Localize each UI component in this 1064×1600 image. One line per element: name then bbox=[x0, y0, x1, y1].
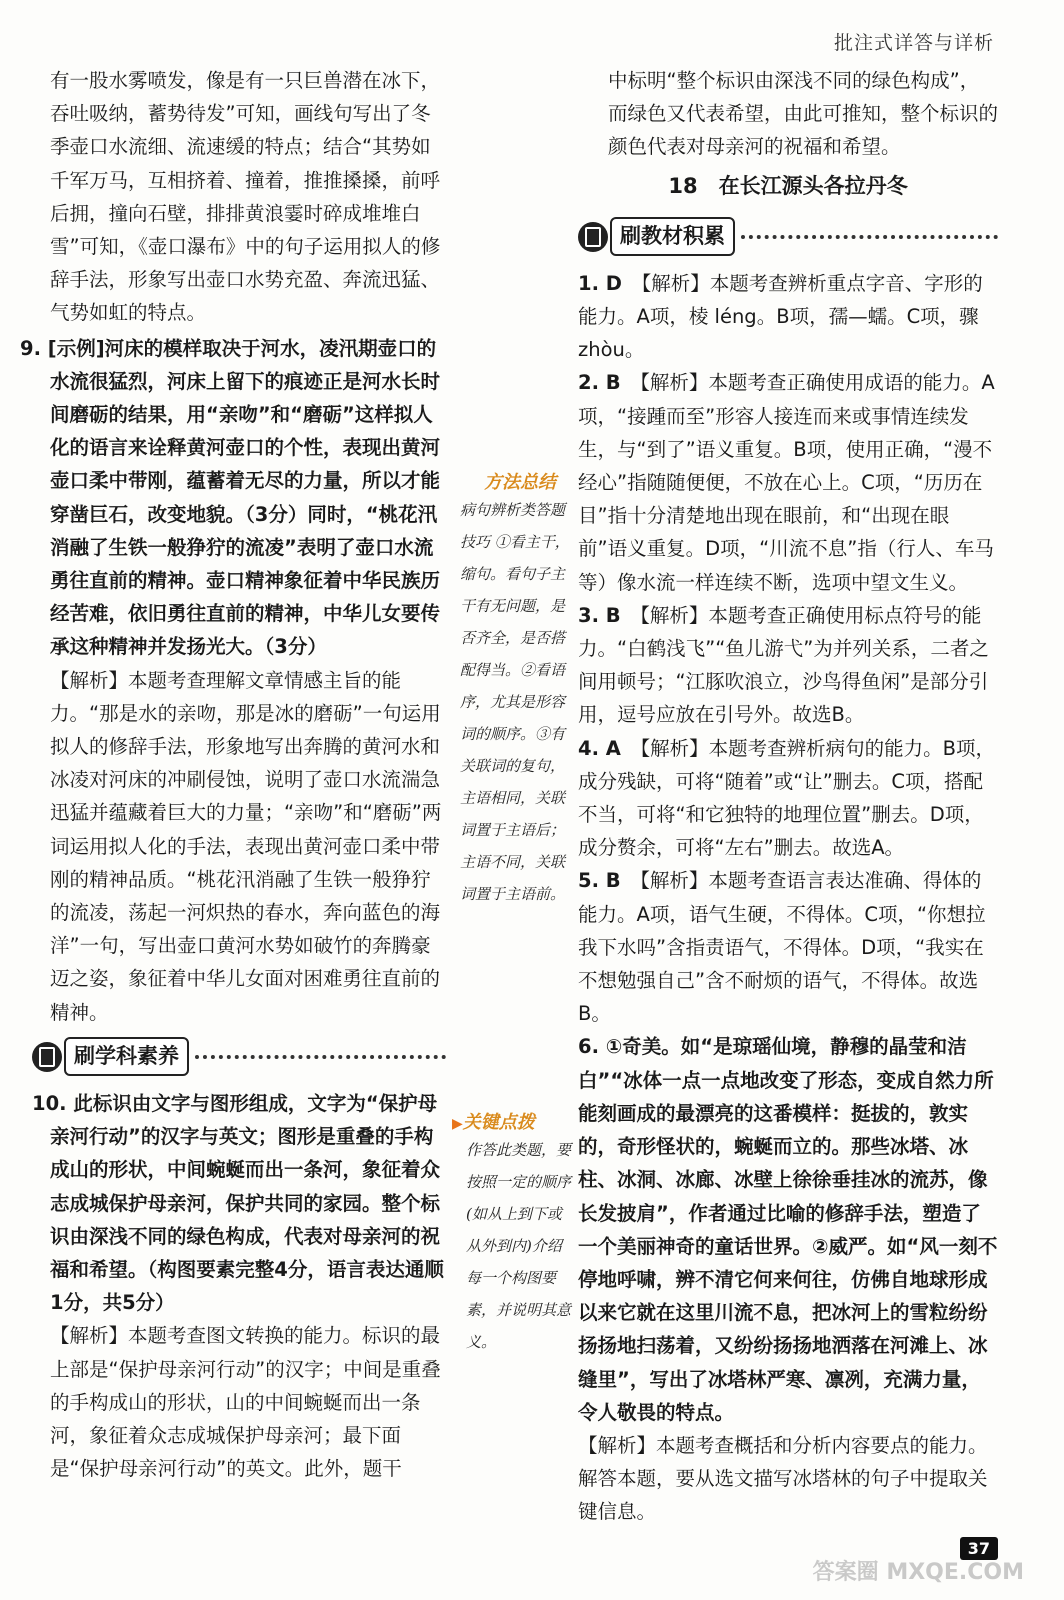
side-note-body: 病句辨析类答题技巧 ①看主干，缩句。看句子主干有无问题，是否齐全，是否搭配得当。②看语序，尤其是形容词的顺序。③有关联词的复句，主语相同，关联词置于主语后；主语不同，关联词置于主语前。 bbox=[460, 501, 570, 903]
side-note-method bbox=[460, 468, 570, 910]
side-note-body: 作答此类题，要按照一定的顺序(如从上到下或从外到内)介绍每一个构图要素，并说明其意义。 bbox=[466, 1141, 572, 1351]
q9-analysis: 【解析】本题考查理解文章情感主旨的能力。“那是水的亲吻，那是冰的磨砺”一句运用拟人的修辞手法，形象地写出奔腾的黄河水和冰凌对河床的冲刷侵蚀，说明了壶口水流湍急迅猛并蕴藏着巨大的力量；“亲吻”和“磨砺”两词运用拟人化的手法，表现出黄河壶口柔中带刚的精神品质。“桃花汛消融了生铁一般狰狞的流凌，荡起一河炽热的春水，奔向蓝色的海洋”一句，写出壶口黄河水势如破竹的奔腾豪迈之姿，象征着中华儿女面对困难勇往直前的精神。 bbox=[50, 668, 442, 1024]
q6-answer: ①奇美。如“是琼瑶仙境，静穆的晶莹和洁白”“冰体一点一点地改变了形态，变成自然力所能刻画成的最漂亮的这番模样：挺拔的，敦实的，奇形怪状的，蜿蜒而立的。那些冰塔、冰柱、冰洞、冰廊、冰壁上徐徐垂挂冰的流苏，像长发披肩”，作者通过比喻的修辞手法，塑造了一个美丽神奇的童话世界。②威严。如“风一刻不停地呼啸，辨不清它何来何往，仿佛自地球形成以来它就在这里川流不息，把冰河上的雪粒纷纷扬扬地扫荡着，又纷纷扬扬地洒落在河滩上、冰缝里”，写出了冰塔林严寒、凛冽，充满力量，令人敬畏的特点。 bbox=[578, 1035, 998, 1424]
question-2 bbox=[578, 366, 998, 598]
side-note-key bbox=[452, 1108, 572, 1358]
q6-analysis: 【解析】本题考查概括和分析内容要点的能力。解答本题，要从选文描写冰塔林的句子中提取关键信息。 bbox=[578, 1433, 988, 1524]
q2-text: 【解析】本题考查正确使用成语的能力。A项，“接踵而至”形容人接连而来或事情连续发生，与“到了”语义重复。B项，使用正确，“漫不经心”指随随便便，不放在心上。C项，“历历在目”指十分清楚地出现在眼前，和“出现在眼前”语义重复。D项，“川流不息”指（行人、车马等）像水流一样连续不断，选项中望文生义。 bbox=[578, 371, 995, 594]
question-1 bbox=[578, 267, 998, 367]
section-banner-subject bbox=[32, 1037, 446, 1077]
q3-text: 【解析】本题考查正确使用标点符号的能力。“白鹤浅飞”“鱼儿游弋”为并列关系，二者之间用顿号；“江豚吹浪立，沙鸟得鱼闲”是部分引用，逗号应放在引号外。故选B。 bbox=[578, 603, 989, 727]
q9-number: 9. bbox=[20, 336, 41, 360]
book-icon bbox=[32, 1042, 62, 1072]
section-label: 刷教材积累 bbox=[610, 217, 735, 256]
question-10 bbox=[32, 1087, 446, 1485]
q4-head: 4. A bbox=[578, 736, 621, 760]
question-4 bbox=[578, 732, 998, 865]
right-intro-text: 中标明“整个标识由深浅不同的绿色构成”，而绿色又代表希望，由此可推知，整个标识的颜色代表对母亲河的祝福和希望。 bbox=[608, 69, 999, 159]
question-5 bbox=[578, 864, 998, 1030]
book-icon bbox=[578, 222, 608, 252]
q1-head: 1. D bbox=[578, 271, 622, 295]
dotted-divider bbox=[741, 235, 998, 239]
section-banner-textbook bbox=[578, 217, 998, 257]
dotted-divider bbox=[195, 1055, 446, 1059]
section-label: 刷学科素养 bbox=[64, 1037, 189, 1076]
q6-number: 6. bbox=[578, 1035, 599, 1059]
q4-text: 【解析】本题考查辨析病句的能力。B项，成分残缺，可将“随着”或“让”删去。C项，搭配不当，可将“和它独特的地理位置”删去。D项，成分赘余，可将“左右”删去。故选A。 bbox=[578, 736, 996, 860]
right-column bbox=[578, 64, 998, 1529]
q1-text: 【解析】本题考查辨析重点字音、字形的能力。A项，棱 léng。B项，孺—蠕。C项，骤 zhòu。 bbox=[578, 271, 983, 362]
page-number: 37 bbox=[960, 1537, 998, 1560]
left-intro-text: 有一股水雾喷发，像是有一只巨兽潜在冰下，吞吐吸纳，蓄势待发”可知，画线句写出了冬季壶口水流细、流速缓的特点；结合“其势如千军万马，互相挤着、撞着，推推搡搡，前呼后拥，撞向石壁，排排黄浪霎时碎成堆堆白雪”可知，《壶口瀑布》中的句子运用拟人的修辞手法，形象写出壶口水势充盈、奔流迅猛、气势如虹的特点。 bbox=[50, 69, 441, 325]
q5-text: 【解析】本题考查语言表达准确、得体的能力。A项，语气生硬，不得体。C项，“你想拉我下水吗”含指责语气，不得体。D项，“我实在不想勉强自己”含不耐烦的语气，不得体。故选B。 bbox=[578, 869, 986, 1026]
q10-number: 10. bbox=[32, 1091, 67, 1115]
page-header: 批注式详答与详析 bbox=[833, 32, 994, 54]
q3-head: 3. B bbox=[578, 603, 621, 627]
arrow-icon: ▶ bbox=[452, 1116, 463, 1132]
q2-head: 2. B bbox=[578, 371, 621, 395]
side-note-title: ▶关键点拨 bbox=[452, 1112, 535, 1133]
side-note-title: 方法总结 bbox=[484, 472, 556, 493]
q5-head: 5. B bbox=[578, 869, 621, 893]
q10-analysis: 【解析】本题考查图文转换的能力。标识的最上部是“保护母亲河行动”的汉字；中间是重叠的手构成山的形状，山的中间蜿蜒而出一条河，象征着众志成城保护母亲河；最下面是“保护母亲河行动”的英文。此外，题干 bbox=[50, 1324, 441, 1481]
question-9 bbox=[20, 332, 446, 1029]
q10-answer bbox=[32, 1087, 446, 1319]
chapter-title: 18 在长江源头各拉丹冬 bbox=[668, 173, 908, 198]
q9-answer-text: [示例]河床的模样取决于河水，凌汛期壶口的水流很猛烈，河床上留下的痕迹正是河水长时间磨砺的结果，用“亲吻”和“磨砺”这样拟人化的语言来诠释黄河壶口的个性，表现出黄河壶口柔中带刚，蕴蓄着无尽的力量，所以才能穿凿巨石，改变地貌。（3分）同时，“桃花汛消融了生铁一般狰狞的流凌”表明了壶口水流勇往直前的精神。壶口精神象征着中华民族历经苦难，依旧勇往直前的精神，中华儿女要传承这种精神并发扬光大。（3分） bbox=[47, 336, 441, 659]
q10-answer-text: 此标识由文字与图形组成，文字为“保护母亲河行动”的汉字与英文；图形是重叠的手构成山的形状，中间蜿蜒而出一条河，象征着众志成城保护母亲河，保护共同的家园。整个标识由深浅不同的绿色构成，代表对母亲河的祝福和希望。（构图要素完整4分，语言表达通顺1分，共5分） bbox=[50, 1091, 444, 1315]
question-6 bbox=[578, 1030, 998, 1428]
q9-answer bbox=[20, 332, 446, 664]
watermark: 答案圈 MXQE.COM bbox=[812, 1560, 1024, 1585]
question-3 bbox=[578, 599, 998, 732]
left-column bbox=[20, 64, 446, 1485]
